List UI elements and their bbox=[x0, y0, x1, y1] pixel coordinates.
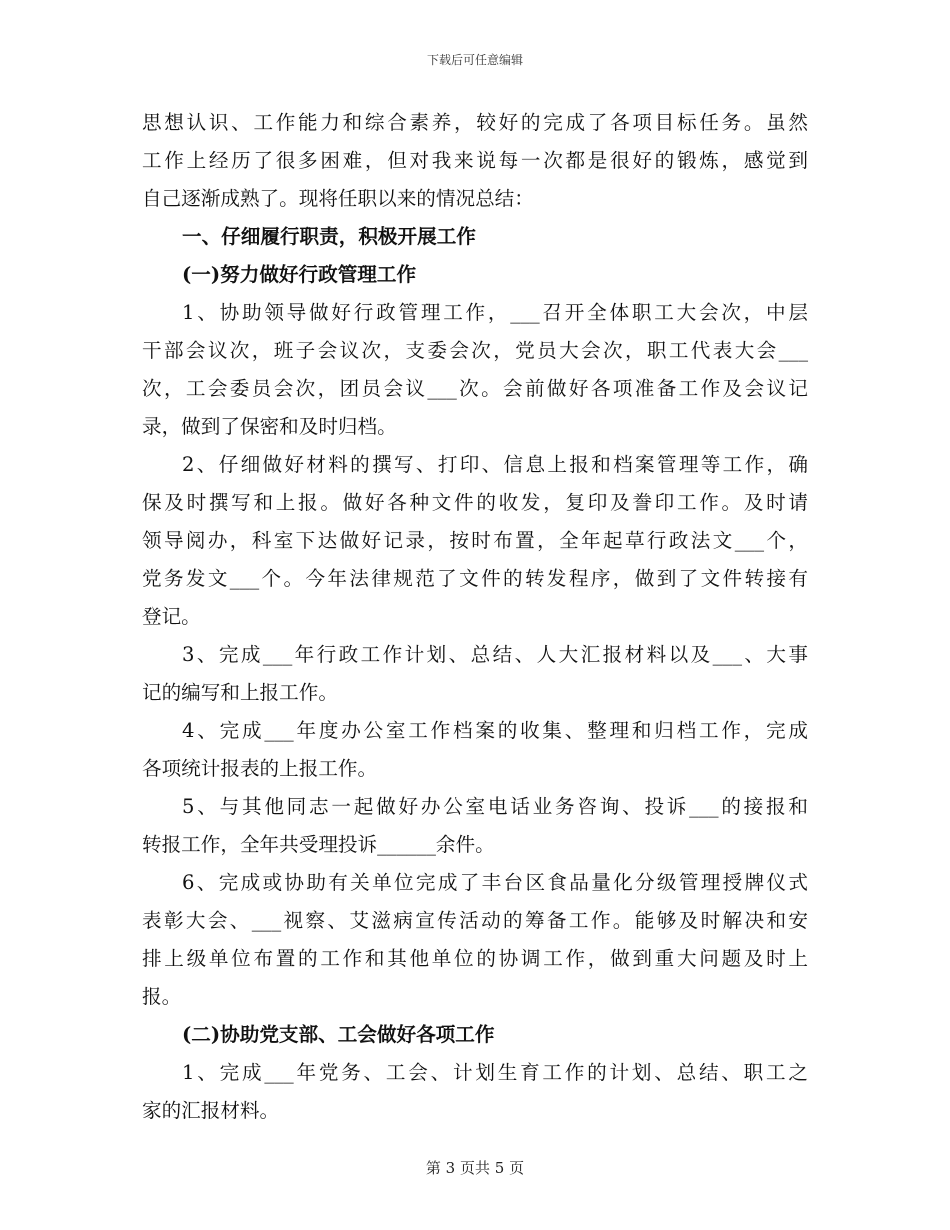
page-header-note: 下载后可任意编辑 bbox=[426, 53, 523, 67]
paragraph-line: 2、仔细做好材料的撰写、打印、信息上报和档案管理等工作，确 bbox=[182, 453, 808, 476]
paragraph-line: 4、完成___年度办公室工作档案的收集、整理和归档工作，完成 bbox=[182, 719, 808, 742]
paragraph-line: 思想认识、工作能力和综合素养，较好的完成了各项目标任务。虽然 bbox=[142, 111, 808, 134]
paragraph-line: 党务发文___个。今年法律规范了文件的转发程序，做到了文件转接有 bbox=[142, 567, 808, 590]
document-body bbox=[142, 104, 808, 1130]
paragraph-line: 登记。 bbox=[142, 605, 201, 628]
paragraph-line: 各项统计报表的上报工作。 bbox=[142, 757, 378, 780]
paragraph-line: 工作上经历了很多困难，但对我来说每一次都是很好的锻炼，感觉到 bbox=[142, 149, 808, 172]
paragraph-line: 干部会议次，班子会议次，支委会次，党员大会次，职工代表大会___ bbox=[142, 339, 808, 362]
paragraph-line: 5、与其他同志一起做好办公室电话业务咨询、投诉___的接报和 bbox=[182, 795, 808, 818]
subsection-heading: (一)努力做好行政管理工作 bbox=[182, 263, 417, 286]
paragraph-line: 排上级单位布置的工作和其他单位的协调工作，做到重大问题及时上 bbox=[142, 947, 808, 970]
paragraph-line: 保及时撰写和上报。做好各种文件的收发，复印及誊印工作。及时请 bbox=[142, 491, 808, 514]
subsection-heading: (二)协助党支部、工会做好各项工作 bbox=[182, 1023, 495, 1046]
page-number: 第 3 页共 5 页 bbox=[425, 1159, 525, 1177]
paragraph-line: 报。 bbox=[142, 985, 182, 1008]
paragraph-line: 1、协助领导做好行政管理工作，___召开全体职工大会次，中层 bbox=[182, 301, 808, 324]
paragraph-line: 6、完成或协助有关单位完成了丰台区食品量化分级管理授牌仪式 bbox=[182, 871, 808, 894]
paragraph-line: 录，做到了保密和及时归档。 bbox=[142, 415, 397, 438]
paragraph-line: 转报工作，全年共受理投诉______余件。 bbox=[142, 833, 495, 856]
paragraph-line: 记的编写和上报工作。 bbox=[142, 681, 338, 704]
paragraph-line: 1、完成___年党务、工会、计划生育工作的计划、总结、职工之 bbox=[182, 1061, 808, 1084]
paragraph-line: 表彰大会、___视察、艾滋病宣传活动的筹备工作。能够及时解决和安 bbox=[142, 909, 808, 932]
paragraph-line: 次，工会委员会次，团员会议___次。会前做好各项准备工作及会议记 bbox=[142, 377, 808, 400]
section-heading: 一、仔细履行职责，积极开展工作 bbox=[182, 225, 476, 248]
paragraph-line: 家的汇报材料。 bbox=[142, 1099, 280, 1122]
paragraph-line: 自己逐渐成熟了。现将任职以来的情况总结： bbox=[142, 187, 534, 210]
paragraph-line: 领导阅办，科室下达做好记录，按时布置，全年起草行政法文___个， bbox=[142, 529, 808, 552]
paragraph-line: 3、完成___年行政工作计划、总结、人大汇报材料以及___、大事 bbox=[182, 643, 808, 666]
